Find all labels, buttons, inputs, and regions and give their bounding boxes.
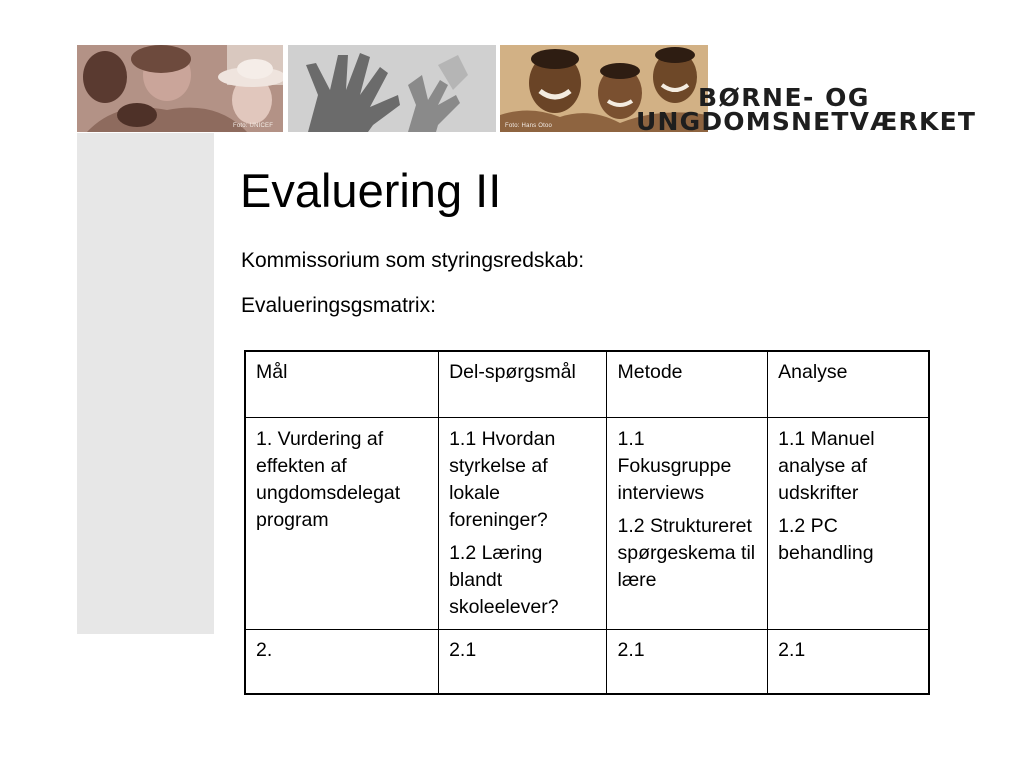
cell-text: 1.1 Hvordan styrkelse af lokale foreninger?	[449, 428, 556, 531]
cell-text: 1.2 PC behandling	[778, 515, 874, 564]
organization-logo	[636, 83, 977, 136]
table-cell	[245, 418, 439, 630]
table-cell: 2.	[245, 630, 439, 695]
table-cell	[439, 418, 607, 630]
logo-line-1: BØRNE- OG	[698, 83, 870, 112]
table-cell: 2.1	[439, 630, 607, 695]
header-cell-maal: Mål	[245, 351, 439, 418]
header-cell-metode: Metode	[607, 351, 768, 418]
children-photo	[77, 45, 283, 132]
subtitle-kommissorium: Kommissorium som styringsredskab:	[241, 249, 585, 272]
photo-credit-unicef: Foto: UNICEF	[233, 123, 274, 129]
table-cell	[768, 418, 929, 630]
table-row	[245, 630, 929, 695]
logo-line-2: UNGDOMSNETVÆRKET	[636, 107, 977, 136]
cell-text: 1.1 Manuel analyse af udskrifter	[778, 428, 875, 504]
evaluation-matrix-table	[244, 350, 930, 695]
cell-text: 1. Vurdering af effekten af ungdomsdelegat program	[256, 428, 401, 531]
photo-credit-hans-otoo: Foto: Hans Otoo	[505, 123, 553, 129]
children-photo-image	[77, 45, 283, 132]
cell-text: 1.2 Struktureret spørgeskema til lære	[617, 515, 756, 591]
table-row	[245, 418, 929, 630]
table-cell: 2.1	[768, 630, 929, 695]
header-cell-analyse: Analyse	[768, 351, 929, 418]
hands-photo-image	[288, 45, 496, 132]
cell-text: 1.1 Fokusgruppe interviews	[617, 428, 732, 504]
slide-title: Evaluering II	[240, 164, 502, 217]
table-cell: 2.1	[607, 630, 768, 695]
table-header-row	[245, 351, 929, 418]
cell-text: 1.2 Læring blandt skoleelever?	[449, 542, 559, 618]
header-cell-del-spoergsmaal: Del-spørgsmål	[439, 351, 607, 418]
subtitle-evalueringsmatrix: Evalueringsgsmatrix:	[241, 294, 436, 317]
side-bar	[77, 133, 214, 634]
hands-photo	[288, 45, 496, 132]
table-cell	[607, 418, 768, 630]
